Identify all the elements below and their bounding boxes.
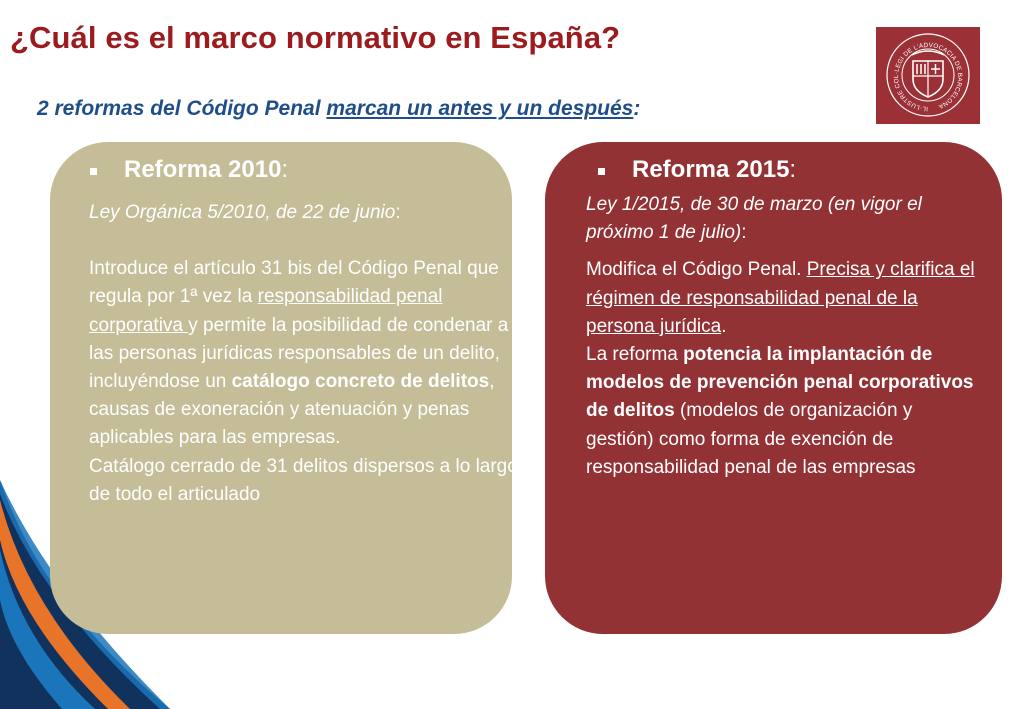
reform-2010-heading — [124, 156, 288, 184]
law-reference-text: Ley 1/2015, de 30 de marzo (en vigor el próximo 1 de julio) — [586, 194, 922, 244]
reform-2010-body — [89, 199, 519, 509]
reform-2010-paragraph-2: Catálogo cerrado de 31 delitos dispersos a lo largo de todo el articulado — [89, 455, 518, 505]
reform-2015-paragraph-1 — [586, 256, 976, 341]
bullet-square-icon — [598, 168, 605, 175]
slide-title: ¿Cuál es el marco normativo en España? — [10, 20, 621, 55]
text-run: . — [721, 315, 727, 337]
subtitle-underlined: marcan un antes y un después — [326, 97, 634, 120]
law-reference-text: Ley Orgánica 5/2010, de 22 de junio — [89, 202, 396, 223]
reform-2015-paragraph-2 — [586, 341, 976, 482]
law-reference-colon: : — [395, 202, 401, 223]
subtitle-plain: 2 reformas del Código Penal — [37, 97, 321, 120]
underlined-run: responsabilidad penal corporativa — [89, 286, 443, 336]
bullet-square-icon — [90, 168, 97, 175]
subtitle-end: : — [633, 97, 641, 120]
heading-colon: : — [789, 156, 797, 183]
reform-2015-heading — [632, 156, 796, 184]
bar-association-logo — [876, 27, 980, 124]
seal-icon — [876, 27, 980, 124]
law-reference — [586, 191, 976, 247]
logo-ring-text: IL·LUSTRE COL·LEGI DE L'ADVOCACIA DE BARCELONA — [892, 41, 964, 113]
law-reference — [89, 199, 519, 227]
text-run: Introduce el artículo 31 bis del Código Penal que regula por 1ª vez la — [89, 258, 499, 308]
underlined-run: Precisa y clarifica el régimen de responsabilidad penal de la persona jurídica — [586, 259, 975, 337]
heading-colon: : — [281, 156, 289, 183]
bold-run: potencia la implantación de modelos de prevención penal corporativos de delitos — [586, 344, 974, 422]
text-run: La reforma — [586, 344, 684, 366]
text-run: (modelos de organización y gestión) como forma de exención de responsabilidad penal de las empresas — [586, 400, 916, 478]
text-run: Modifica el Código Penal. — [586, 259, 807, 281]
text-run: y permite la posibilidad de condenar a las personas jurídicas responsables de un delito, incluyéndose un — [89, 314, 509, 393]
reform-2015-title: Reforma 2015 — [632, 156, 790, 183]
slide-subtitle — [37, 97, 640, 121]
reform-2010-title: Reforma 2010 — [124, 156, 282, 183]
bold-run: catálogo concreto de delitos — [231, 371, 490, 393]
reform-2015-body — [586, 191, 976, 482]
reform-2010-paragraph-1 — [89, 255, 519, 452]
text-run: , causas de exoneración y atenuación y penas aplicables para las empresas. — [89, 371, 495, 449]
law-reference-colon: : — [741, 222, 747, 244]
